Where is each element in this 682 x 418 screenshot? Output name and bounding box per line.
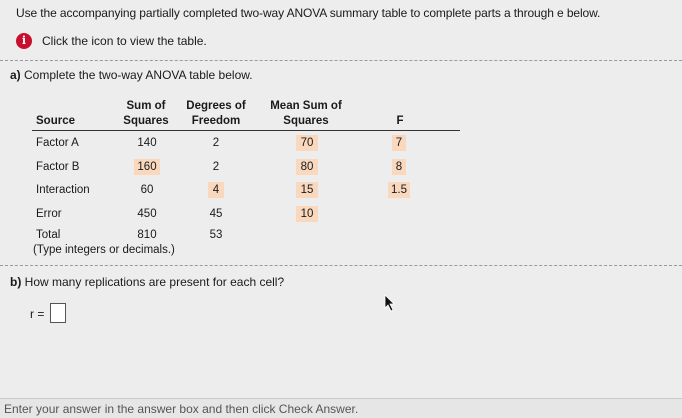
header-f: F [396, 115, 404, 127]
row-df: 2 [212, 161, 220, 173]
header-ss-line2: Squares [123, 115, 169, 127]
mouse-pointer-icon [384, 294, 396, 315]
row-ss: 60 [140, 184, 154, 196]
divider-top [0, 60, 682, 61]
answer-ms-interaction[interactable]: 15 [296, 182, 318, 198]
part-b-label: b) [10, 275, 22, 289]
header-source: Source [36, 115, 75, 127]
answer-ms-factor-b[interactable]: 80 [296, 159, 318, 175]
view-table-link[interactable]: Click the icon to view the table. [42, 34, 207, 48]
entry-hint: (Type integers or decimals.) [33, 244, 175, 256]
answer-ms-error[interactable]: 10 [296, 206, 318, 222]
header-df-line1: Degrees of [186, 100, 246, 112]
part-a-text: Complete the two-way ANOVA table below. [24, 68, 253, 82]
row-source: Interaction [36, 184, 90, 196]
answer-df-interaction[interactable]: 4 [208, 182, 224, 198]
row-source: Factor B [36, 161, 80, 173]
part-b-question: How many replications are present for each cell? [24, 275, 285, 289]
row-ss: 450 [137, 208, 157, 220]
header-df [178, 99, 254, 129]
footer-instruction: Enter your answer in the answer box and then click Check Answer. [4, 402, 359, 416]
divider-middle [0, 265, 682, 266]
r-label: r = [30, 307, 45, 321]
row-ss: 140 [137, 137, 157, 149]
row-df: 45 [209, 208, 223, 220]
header-ms [258, 99, 354, 129]
row-ss: 810 [137, 229, 157, 241]
answer-f-factor-a[interactable]: 7 [392, 135, 406, 151]
instruction-text: Use the accompanying partially completed two-way ANOVA summary table to complete parts a through e below. [16, 6, 601, 20]
header-ms-line1: Mean Sum of [270, 100, 342, 112]
header-ss [115, 99, 177, 129]
header-df-line2: Freedom [191, 115, 241, 127]
row-source: Factor A [36, 137, 79, 149]
row-source: Error [36, 208, 62, 220]
part-a-heading [10, 68, 253, 82]
header-ms-line2: Squares [283, 115, 329, 127]
answer-f-interaction[interactable]: 1.5 [388, 182, 410, 198]
row-source: Total [36, 229, 61, 241]
answer-ms-factor-a[interactable]: 70 [296, 135, 318, 151]
replications-answer-box[interactable] [50, 303, 66, 323]
answer-ss-factor-b[interactable]: 160 [134, 159, 160, 175]
row-df: 2 [212, 137, 220, 149]
header-ss-line1: Sum of [126, 100, 166, 112]
info-icon[interactable]: i [16, 33, 32, 49]
answer-f-factor-b[interactable]: 8 [392, 159, 406, 175]
part-b-heading [10, 275, 284, 289]
part-a-label: a) [10, 68, 21, 82]
row-df: 53 [209, 229, 223, 241]
table-header-rule [32, 130, 460, 131]
